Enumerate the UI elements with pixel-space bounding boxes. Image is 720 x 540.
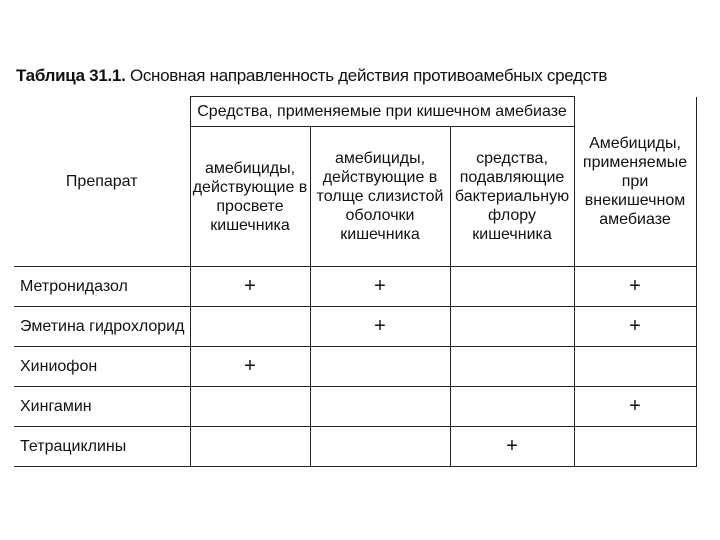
table-row xyxy=(14,267,696,307)
table-caption xyxy=(16,66,706,86)
cell-wall: + xyxy=(310,307,450,347)
drug-name: Хиниофон xyxy=(14,347,190,387)
cell-wall: + xyxy=(310,267,450,307)
cell-lumen xyxy=(190,387,310,427)
cell-flora: + xyxy=(450,427,574,467)
table-row xyxy=(14,307,696,347)
cell-extra: + xyxy=(574,387,696,427)
cell-flora xyxy=(450,387,574,427)
header-lumen: амебициды, действующие в просвете кишечника xyxy=(190,127,310,267)
cell-extra xyxy=(574,427,696,467)
cell-wall xyxy=(310,427,450,467)
cell-extra: + xyxy=(574,307,696,347)
cell-lumen xyxy=(190,307,310,347)
table-row xyxy=(14,347,696,387)
drug-table xyxy=(14,96,697,467)
header-wall: амебициды, действующие в толще слизистой оболочки кишечника xyxy=(310,127,450,267)
cell-wall xyxy=(310,387,450,427)
cell-flora xyxy=(450,267,574,307)
cell-extra: + xyxy=(574,267,696,307)
table-row xyxy=(14,387,696,427)
cell-lumen: + xyxy=(190,347,310,387)
drug-name: Тетрациклины xyxy=(14,427,190,467)
drug-name: Эметина гидрохлорид xyxy=(14,307,190,347)
cell-flora xyxy=(450,347,574,387)
table-number: Таблица 31.1. xyxy=(16,66,126,85)
table-row xyxy=(14,427,696,467)
cell-flora xyxy=(450,307,574,347)
table-title: Основная направленность действия противоамебных средств xyxy=(129,66,608,85)
drug-name: Метронидазол xyxy=(14,267,190,307)
header-drug: Препарат xyxy=(14,97,190,267)
drug-name: Хингамин xyxy=(14,387,190,427)
header-extraintestinal: Амебициды, применяемые при внекишечном амебиазе xyxy=(574,97,696,267)
cell-wall xyxy=(310,347,450,387)
header-intestinal-group: Средства, применяемые при кишечном амебиазе xyxy=(190,97,574,127)
cell-extra xyxy=(574,347,696,387)
header-flora: средства, подавляющие бактериальную флору кишечника xyxy=(450,127,574,267)
cell-lumen: + xyxy=(190,267,310,307)
cell-lumen xyxy=(190,427,310,467)
